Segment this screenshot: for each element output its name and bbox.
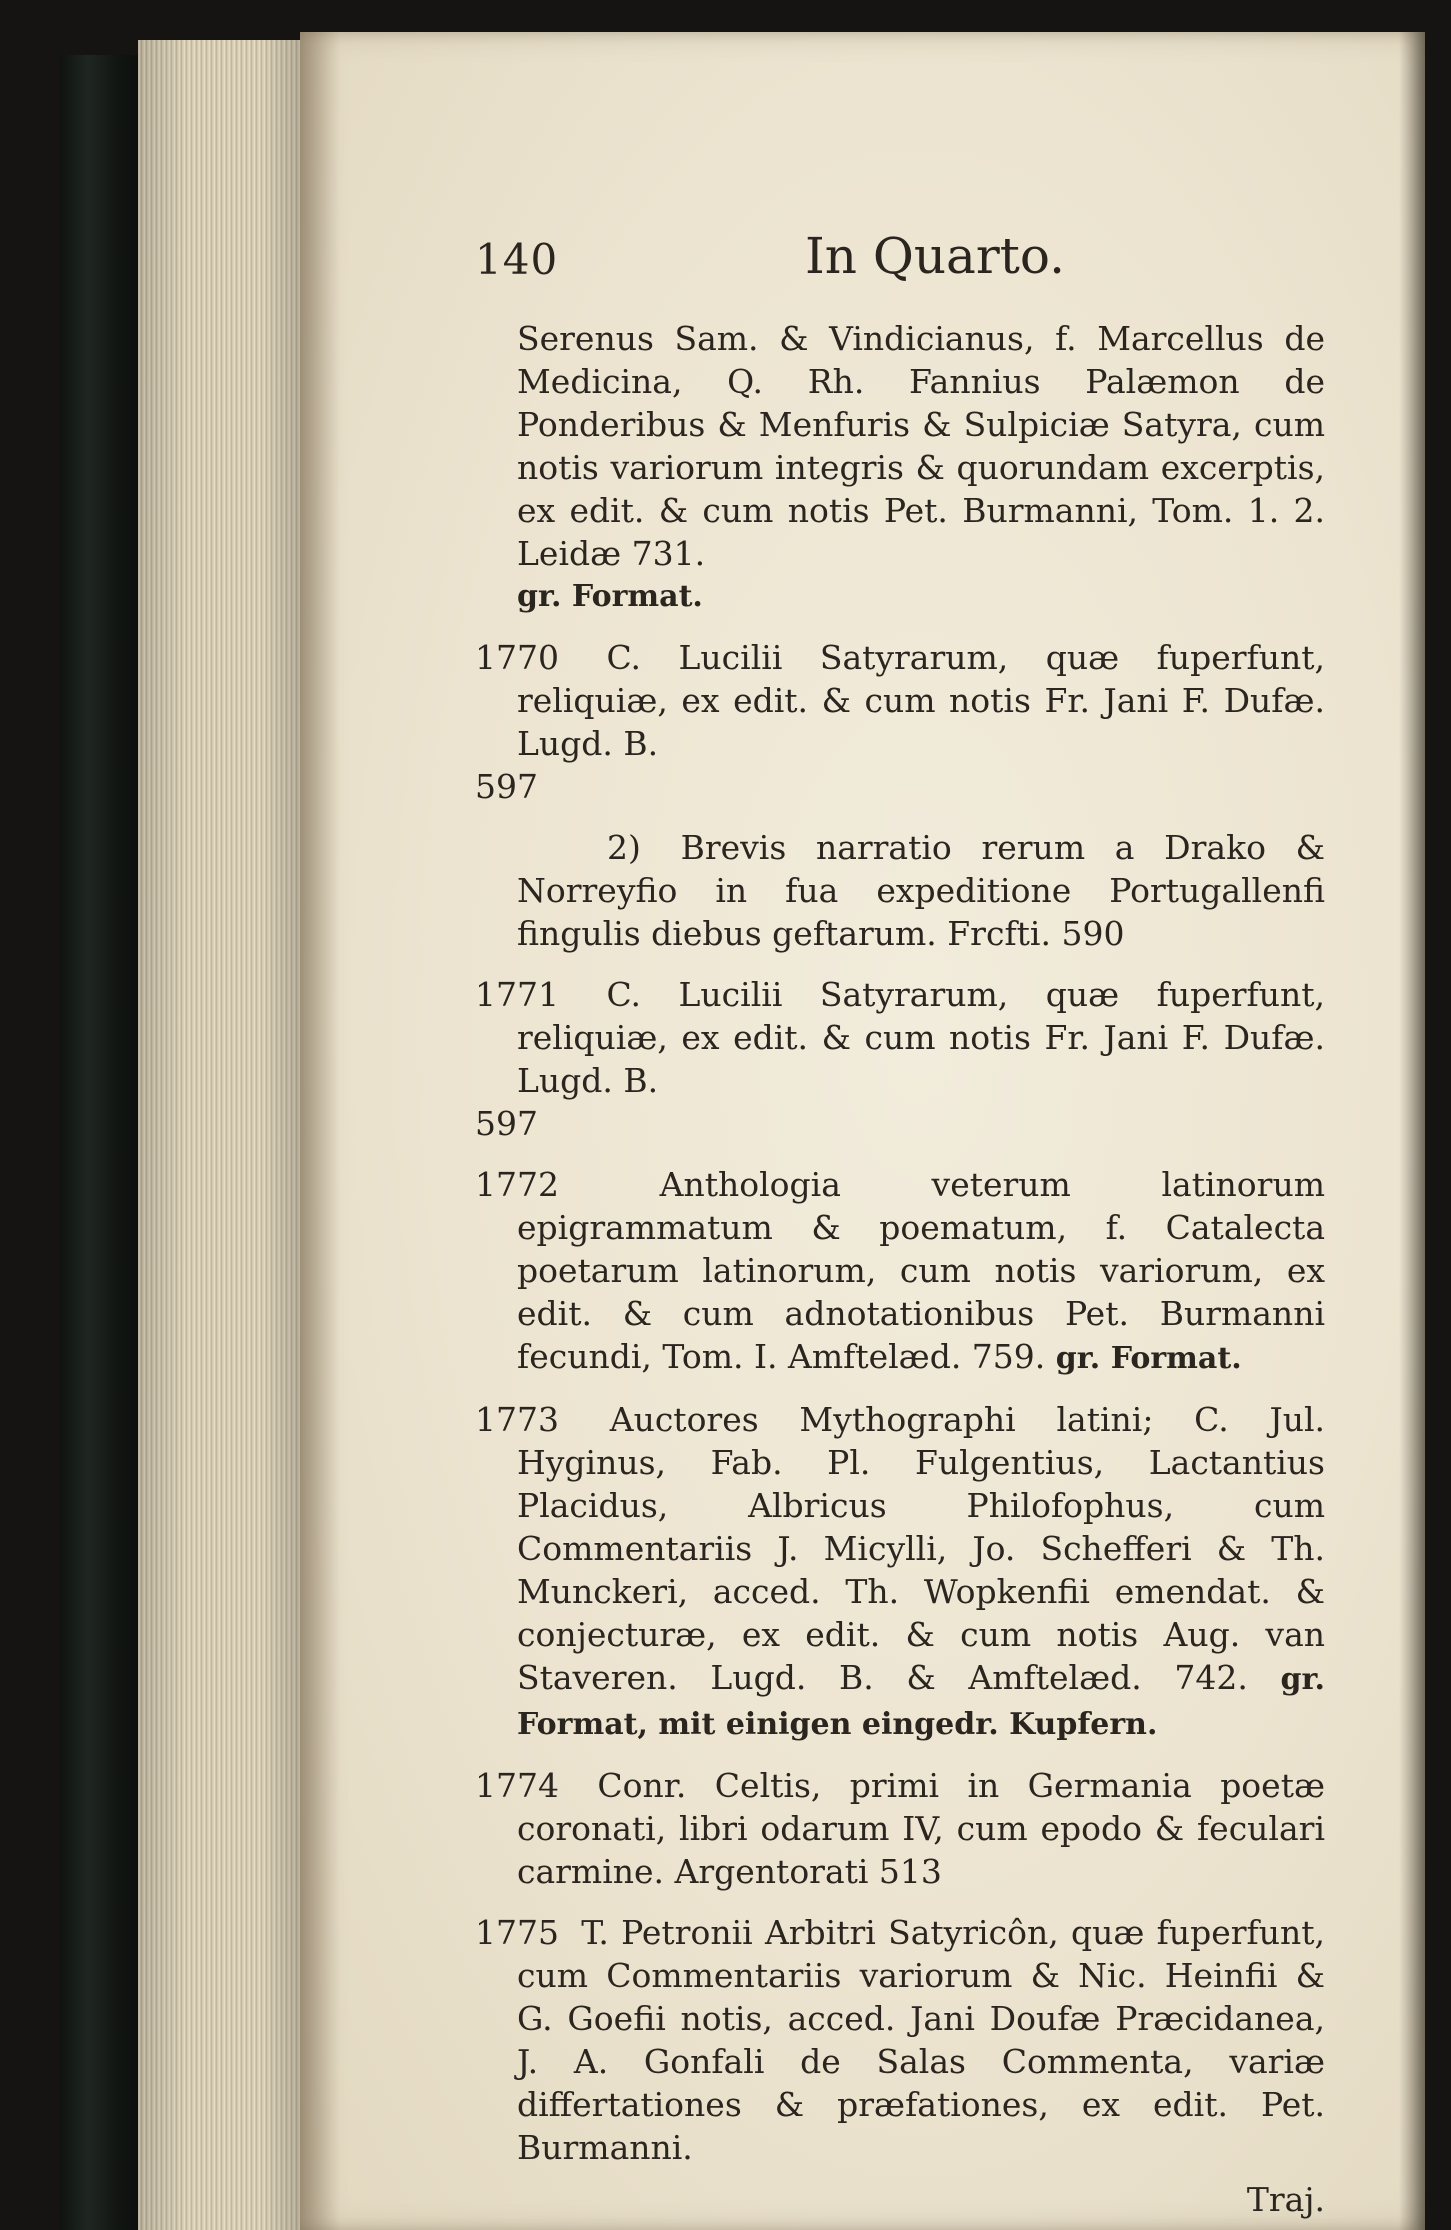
page-header <box>475 227 1325 317</box>
catalog-entry <box>475 1764 1325 1893</box>
entry-number: 1770 <box>475 638 559 677</box>
page-number: 140 <box>475 235 559 284</box>
catchword: Traj. <box>1246 2180 1325 2219</box>
entry-number: 1771 <box>475 975 559 1014</box>
catalog-entry <box>475 636 1325 808</box>
entry-text: Auctores Mythographi latini; C. Jul. Hyginus, Fab. Pl. Fulgentius, Lactantius Placidus, Albricus Philofophus, cum Commentariis J. Micylli, Jo. Schefferi & Th. Munckeri, acced. Th. Wopkenfii emendat. & conjecturæ, ex edit. & cum notis Aug. van Staveren. Lugd. B. & Amftelæd. 742. <box>517 1400 1325 1697</box>
catalog-entry <box>475 1398 1325 1746</box>
entry-text: Anthologia veterum latinorum epigrammatum & poematum, f. Catalecta poetarum latinorum, cum notis variorum, ex edit. & cum adnotationibus Pet. Burmanni fecundi, Tom. I. Amftelæd. 759. <box>517 1165 1325 1376</box>
entry-number: 1775 <box>475 1913 559 1952</box>
spine-shadow <box>300 32 340 2230</box>
entry-number: 1773 <box>475 1400 559 1439</box>
entry-text: Brevis narratio rerum a Drako & Norreyfio in fua expeditione Portugallenfi fingulis diebus geftarum. Frcfti. 590 <box>517 828 1325 953</box>
book-page <box>300 32 1425 2230</box>
entry-note: gr. Format, mit einigen eingedr. Kupfern. <box>517 1662 1325 1742</box>
catalog-entry <box>475 973 1325 1145</box>
page-right-edge <box>1399 32 1425 2230</box>
page-text <box>475 227 1325 2219</box>
entry-note: gr. Format. <box>517 579 703 614</box>
entry-price: 597 <box>475 767 538 806</box>
entry-text: Serenus Sam. & Vindicianus, f. Marcellus de Medicina, Q. Rh. Fannius Palæmon de Ponderibus & Menfuris & Sulpiciæ Satyra, cum notis variorum integris & quorundam excerptis, ex edit. & cum notis Pet. Burmanni, Tom. 1. 2. Leidæ 731. <box>517 319 1325 573</box>
catalog-entry <box>475 1163 1325 1380</box>
entry-price: 597 <box>475 1104 538 1143</box>
entry-number: 2) <box>607 828 641 867</box>
entry-number: 1774 <box>475 1766 559 1805</box>
entry-text: C. Lucilii Satyrarum, quæ fuperfunt, reliquiæ, ex edit. & cum notis Fr. Jani F. Dufæ. Lugd. B. <box>517 638 1325 763</box>
catalog-entry <box>475 1911 1325 2219</box>
catalog-entry <box>475 826 1325 955</box>
catalog-entry <box>475 317 1325 618</box>
book-cover-edge <box>60 55 140 2230</box>
entry-text: C. Lucilii Satyrarum, quæ fuperfunt, reliquiæ, ex edit. & cum notis Fr. Jani F. Dufæ. Lugd. B. <box>517 975 1325 1100</box>
entry-text: T. Petronii Arbitri Satyricôn, quæ fuperfunt, cum Commentariis variorum & Nic. Heinfii & G. Goefii notis, acced. Jani Doufæ Præcidanea, J. A. Gonfali de Salas Commenta, variæ differtationes & præfationes, ex edit. Pet. Burmanni. <box>517 1913 1325 2167</box>
entry-text: Conr. Celtis, primi in Germania poetæ coronati, libri odarum IV, cum epodo & feculari carmine. Argentorati 513 <box>517 1766 1325 1891</box>
running-title: In Quarto. <box>805 227 1065 285</box>
entry-note: gr. Format. <box>1055 1341 1242 1376</box>
entry-number: 1772 <box>475 1165 559 1204</box>
page-edges <box>138 40 303 2230</box>
